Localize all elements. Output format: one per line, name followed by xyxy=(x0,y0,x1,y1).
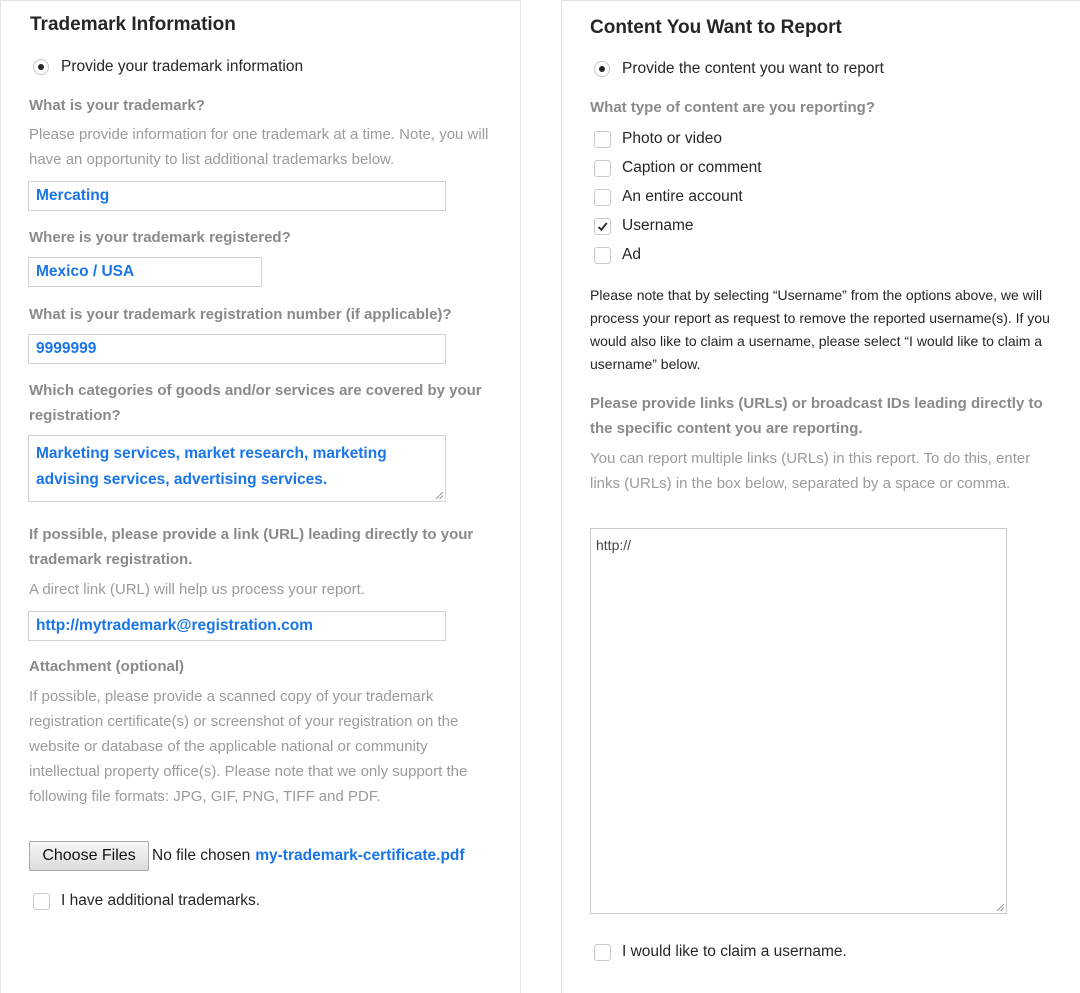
content-type-checkbox[interactable] xyxy=(594,218,611,235)
claim-username-label: I would like to claim a username. xyxy=(622,943,847,960)
radio-selected-dot xyxy=(38,64,44,70)
content-provide-radio[interactable] xyxy=(594,61,610,77)
content-type-checkbox[interactable] xyxy=(594,131,611,148)
content-type-option[interactable] xyxy=(594,246,641,264)
question-content-links: Please provide links (URLs) or broadcast IDs leading directly to the specific content you are reporting. xyxy=(590,395,1043,437)
trademark-title: Trademark Information xyxy=(30,14,236,35)
help-registration-link: A direct link (URL) will help us process your report. xyxy=(29,581,365,598)
trademark-provide-radio[interactable] xyxy=(33,59,49,75)
content-type-option[interactable] xyxy=(594,217,694,235)
content-type-checkbox[interactable] xyxy=(594,247,611,264)
checkmark-icon xyxy=(597,221,608,232)
content-type-label: Username xyxy=(622,217,694,234)
no-file-chosen-label: No file chosen xyxy=(152,847,251,864)
registered-country-input[interactable]: Mexico / USA xyxy=(28,257,262,287)
help-content-links: You can report multiple links (URLs) in this report. To do this, enter links (URLs) in the box below, separated by a space or comma. xyxy=(590,450,1031,492)
content-type-option[interactable] xyxy=(594,159,762,177)
content-type-option[interactable] xyxy=(594,130,722,148)
file-upload-row xyxy=(29,841,465,871)
claim-username-checkbox[interactable] xyxy=(594,944,611,961)
content-type-label: Caption or comment xyxy=(622,159,762,176)
content-links-textarea[interactable] xyxy=(590,528,1007,914)
resize-handle-icon[interactable] xyxy=(436,492,443,499)
registration-link-input[interactable]: http://mytrademark@registration.com xyxy=(28,611,446,641)
content-type-label: Ad xyxy=(622,246,641,263)
categories-textarea[interactable] xyxy=(28,435,446,502)
help-attachment: If possible, please provide a scanned copy of your trademark registration certificate(s) or screenshot of your registration on the website or database of the applicable national or community intellectual property office(s). Please note that we only support the following file formats: JPG, GIF, PNG, TIFF and PDF. xyxy=(29,688,468,805)
categories-text: Marketing services, market research, marketing advising services, advertising services. xyxy=(36,445,387,488)
trademark-provide-option[interactable] xyxy=(33,58,303,76)
question-registration-link: If possible, please provide a link (URL) leading directly to your trademark registration. xyxy=(29,526,474,568)
content-type-option[interactable] xyxy=(594,188,743,206)
content-type-checkbox[interactable] xyxy=(594,160,611,177)
claim-username-option[interactable] xyxy=(594,943,847,961)
content-type-label: An entire account xyxy=(622,188,743,205)
radio-selected-dot xyxy=(599,66,605,72)
username-note: Please note that by selecting “Username” from the options above, we will process your report as request to remove the reported username(s). If you would also like to claim a username, please select “I would like to claim a username” below. xyxy=(590,287,1050,372)
registration-number-input[interactable]: 9999999 xyxy=(28,334,446,364)
content-links-text: http:// xyxy=(596,537,632,553)
question-what-trademark: What is your trademark? xyxy=(29,97,205,114)
question-where-registered: Where is your trademark registered? xyxy=(29,229,291,246)
help-what-trademark: Please provide information for one trademark at a time. Note, you will have an opportunity to list additional trademarks below. xyxy=(29,126,489,168)
content-panel xyxy=(561,0,1080,993)
additional-trademarks-option[interactable] xyxy=(33,892,260,910)
content-type-label: Photo or video xyxy=(622,130,722,147)
trademark-panel xyxy=(0,0,521,993)
content-provide-option[interactable] xyxy=(594,60,884,78)
resize-handle-icon[interactable] xyxy=(997,904,1004,911)
choose-files-button[interactable]: Choose Files xyxy=(29,841,149,871)
additional-trademarks-label: I have additional trademarks. xyxy=(61,892,261,909)
question-attachment: Attachment (optional) xyxy=(29,658,184,675)
content-type-checkbox[interactable] xyxy=(594,189,611,206)
content-provide-label: Provide the content you want to report xyxy=(622,60,884,77)
question-registration-number: What is your trademark registration number (if applicable)? xyxy=(29,306,452,323)
trademark-provide-label: Provide your trademark information xyxy=(61,58,304,75)
attached-file-name: my-trademark-certificate.pdf xyxy=(255,847,465,864)
additional-trademarks-checkbox[interactable] xyxy=(33,893,50,910)
content-title: Content You Want to Report xyxy=(590,17,842,38)
question-categories: Which categories of goods and/or services are covered by your registration? xyxy=(29,382,482,424)
question-content-type: What type of content are you reporting? xyxy=(590,99,876,116)
trademark-name-input[interactable]: Mercating xyxy=(28,181,446,211)
